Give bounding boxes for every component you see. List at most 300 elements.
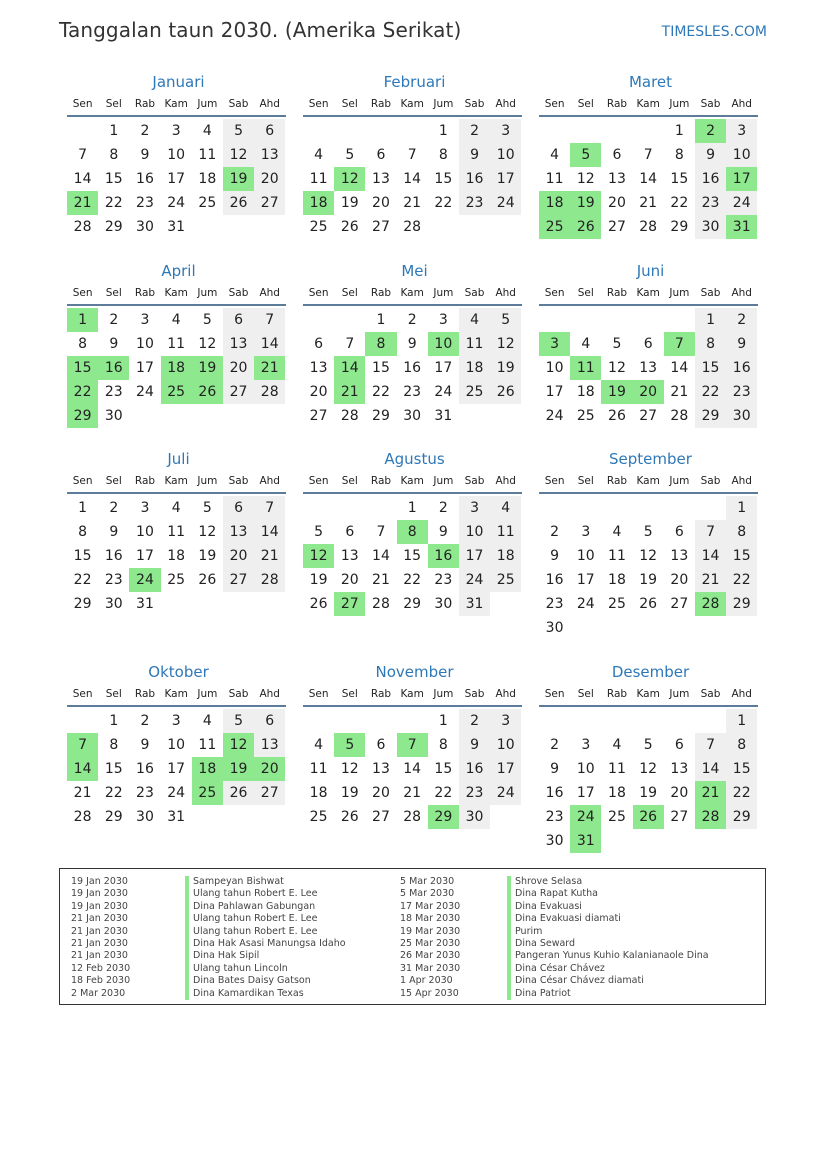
holiday-names-left	[185, 876, 346, 1000]
day-cell: 6	[376, 737, 386, 753]
day-cell: 22	[434, 785, 453, 801]
day-grid	[539, 494, 758, 640]
empty-day-cell	[192, 805, 223, 829]
day-cell: 11	[309, 171, 328, 187]
holiday-day-cell: 31	[570, 829, 601, 853]
weekend-day-cell: 3	[726, 119, 757, 143]
day-grid	[539, 707, 758, 853]
day-cell: 24	[167, 785, 186, 801]
weekend-day-cell: 10	[490, 143, 521, 167]
empty-day-cell	[695, 496, 726, 520]
month-calendar	[539, 449, 762, 640]
day-cell: 4	[314, 147, 324, 163]
day-cell: 19	[639, 785, 658, 801]
day-cell: 11	[309, 761, 328, 777]
weekday-label: Sel	[341, 98, 358, 110]
day-cell: 1	[78, 500, 88, 516]
holiday-name: Dina Patriot	[507, 988, 709, 1000]
empty-day-cell	[397, 709, 428, 733]
weekday-label: Rab	[370, 287, 392, 299]
day-cell: 17	[136, 548, 154, 564]
weekend-day-cell: 13	[254, 143, 285, 167]
day-grid	[67, 494, 286, 616]
day-cell: 13	[608, 171, 626, 187]
empty-day-cell	[664, 709, 695, 733]
day-cell: 21	[403, 195, 422, 211]
weekday-label: Jum	[197, 98, 218, 110]
holiday-day-cell: 21	[334, 380, 365, 404]
day-cell: 25	[608, 809, 626, 825]
day-cell: 14	[403, 171, 422, 187]
holiday-day-cell: 19	[192, 356, 223, 380]
empty-day-cell	[192, 592, 223, 616]
empty-day-cell	[695, 829, 726, 853]
empty-day-cell	[365, 496, 396, 520]
holiday-day-cell: 26	[192, 380, 223, 404]
day-cell: 22	[434, 195, 453, 211]
weekend-day-cell: 14	[695, 544, 726, 568]
month-calendar	[539, 662, 762, 853]
day-cell: 29	[372, 408, 390, 424]
empty-day-cell	[601, 496, 632, 520]
holiday-date: 5 Mar 2030	[400, 888, 455, 900]
weekday-label: Sel	[577, 688, 594, 700]
day-cell: 21	[403, 785, 422, 801]
brand-link[interactable]: TIMESLES.COM	[661, 24, 767, 40]
weekend-day-cell: 7	[254, 308, 285, 332]
weekday-label: Rab	[606, 475, 628, 487]
day-cell: 17	[545, 384, 564, 400]
month-name: Desember	[611, 663, 690, 681]
day-cell: 26	[639, 596, 658, 612]
weekday-label: Sab	[464, 98, 485, 110]
day-cell: 17	[167, 761, 186, 777]
weekend-day-cell: 16	[459, 757, 490, 781]
weekday-label: Sen	[72, 98, 93, 110]
weekday-header	[539, 473, 762, 490]
holiday-day-cell: 28	[695, 805, 726, 829]
holiday-day-cell: 18	[303, 191, 334, 215]
day-cell: 5	[202, 500, 212, 516]
weekend-day-cell: 23	[695, 191, 726, 215]
day-cell: 8	[674, 147, 684, 163]
weekend-day-cell: 24	[490, 191, 521, 215]
day-cell: 6	[643, 336, 653, 352]
holiday-dates-left	[71, 876, 130, 1000]
day-cell: 7	[407, 147, 417, 163]
weekend-day-cell: 5	[490, 308, 521, 332]
empty-day-cell	[303, 119, 334, 143]
empty-day-cell	[695, 616, 726, 640]
weekday-label: Kam	[400, 98, 424, 110]
holiday-day-cell: 24	[570, 805, 601, 829]
weekday-label: Kam	[636, 475, 660, 487]
weekend-day-cell: 12	[490, 332, 521, 356]
day-cell: 16	[545, 572, 564, 588]
day-cell: 5	[314, 524, 324, 540]
day-cell: 7	[643, 147, 653, 163]
holiday-date: 21 Jan 2030	[71, 950, 128, 962]
weekday-label: Sab	[700, 475, 721, 487]
weekday-label: Sen	[544, 475, 565, 487]
day-cell: 2	[550, 524, 560, 540]
day-cell: 4	[612, 737, 622, 753]
weekday-label: Kam	[400, 688, 424, 700]
weekday-label: Sen	[72, 287, 93, 299]
day-cell: 26	[340, 809, 359, 825]
day-grid	[303, 306, 522, 428]
holiday-day-cell: 21	[695, 781, 726, 805]
day-cell: 13	[340, 548, 359, 564]
weekend-day-cell: 1	[726, 496, 757, 520]
weekend-day-cell: 27	[254, 781, 285, 805]
day-cell: 14	[639, 171, 658, 187]
day-cell: 29	[104, 219, 123, 235]
weekday-label: Sen	[544, 287, 565, 299]
day-grid	[303, 707, 522, 829]
day-cell: 16	[136, 171, 154, 187]
weekend-day-cell: 10	[459, 520, 490, 544]
holiday-date: 18 Feb 2030	[71, 975, 131, 987]
empty-day-cell	[334, 308, 365, 332]
day-cell: 19	[198, 548, 217, 564]
day-cell: 7	[376, 524, 386, 540]
weekend-day-cell: 8	[695, 332, 726, 356]
page-title: Tanggalan taun 2030. (Amerika Serikat)	[59, 18, 462, 42]
holiday-date: 15 Apr 2030	[400, 987, 459, 999]
weekend-day-cell: 13	[223, 332, 254, 356]
holiday-date: 21 Jan 2030	[71, 937, 128, 949]
weekday-label: Sab	[228, 98, 249, 110]
day-cell: 25	[198, 195, 217, 211]
empty-day-cell	[254, 215, 285, 239]
empty-day-cell	[490, 404, 521, 428]
day-cell: 31	[136, 596, 154, 612]
day-cell: 2	[550, 737, 560, 753]
month-name: Agustus	[384, 450, 445, 468]
weekend-day-cell: 26	[490, 380, 521, 404]
empty-day-cell	[397, 119, 428, 143]
weekend-day-cell: 9	[459, 143, 490, 167]
day-cell: 11	[608, 761, 626, 777]
day-cell: 29	[670, 219, 689, 235]
weekend-day-cell: 6	[223, 308, 254, 332]
weekday-label: Kam	[164, 688, 188, 700]
day-cell: 27	[670, 809, 689, 825]
weekday-label: Sel	[577, 98, 594, 110]
empty-day-cell	[161, 404, 192, 428]
weekday-label: Kam	[636, 287, 660, 299]
holiday-date: 19 Jan 2030	[71, 888, 128, 900]
weekend-day-cell: 17	[490, 167, 521, 191]
day-cell: 5	[643, 524, 653, 540]
day-cell: 1	[109, 123, 119, 139]
day-cell: 6	[314, 336, 324, 352]
weekend-day-cell: 3	[490, 709, 521, 733]
day-cell: 9	[550, 548, 560, 564]
day-cell: 20	[372, 785, 390, 801]
day-cell: 7	[78, 147, 88, 163]
day-cell: 23	[545, 809, 564, 825]
weekday-header	[67, 686, 290, 703]
empty-day-cell	[334, 496, 365, 520]
weekend-day-cell: 14	[695, 757, 726, 781]
day-cell: 2	[438, 500, 448, 516]
weekend-day-cell: 4	[490, 496, 521, 520]
weekend-day-cell: 2	[726, 308, 757, 332]
day-cell: 5	[643, 737, 653, 753]
weekend-day-cell: 30	[695, 215, 726, 239]
day-cell: 3	[171, 713, 181, 729]
holiday-date: 19 Mar 2030	[400, 925, 461, 937]
weekend-day-cell: 6	[254, 119, 285, 143]
empty-day-cell	[726, 616, 757, 640]
empty-day-cell	[67, 709, 98, 733]
weekend-day-cell: 19	[490, 356, 521, 380]
month-name: Februari	[383, 73, 446, 91]
empty-day-cell	[570, 709, 601, 733]
weekend-day-cell: 30	[459, 805, 490, 829]
holiday-day-cell: 24	[129, 568, 160, 592]
day-cell: 15	[434, 761, 453, 777]
weekday-header	[67, 473, 290, 490]
day-cell: 25	[608, 596, 626, 612]
empty-day-cell	[161, 592, 192, 616]
day-cell: 6	[345, 524, 355, 540]
day-cell: 15	[372, 360, 390, 376]
weekday-label: Rab	[370, 98, 392, 110]
month-calendar	[303, 261, 526, 428]
day-cell: 16	[104, 548, 123, 564]
day-cell: 22	[372, 384, 390, 400]
holiday-day-cell: 22	[67, 380, 98, 404]
weekday-header	[303, 285, 526, 302]
day-cell: 27	[639, 408, 658, 424]
weekend-day-cell: 10	[726, 143, 757, 167]
day-cell: 24	[545, 408, 564, 424]
weekday-label: Rab	[606, 98, 628, 110]
day-cell: 18	[576, 384, 595, 400]
empty-day-cell	[254, 404, 285, 428]
month-calendar	[67, 261, 290, 428]
day-cell: 9	[140, 737, 150, 753]
holiday-names-right	[507, 876, 709, 1000]
holiday-day-cell: 3	[539, 332, 570, 356]
day-cell: 6	[376, 147, 386, 163]
day-cell: 27	[670, 596, 689, 612]
day-cell: 16	[136, 761, 154, 777]
empty-day-cell	[223, 404, 254, 428]
holiday-day-cell: 12	[303, 544, 334, 568]
holiday-date: 12 Feb 2030	[71, 962, 131, 974]
month-name: Oktober	[148, 663, 209, 681]
weekend-day-cell: 1	[695, 308, 726, 332]
empty-day-cell	[664, 496, 695, 520]
day-cell: 11	[198, 147, 217, 163]
day-cell: 21	[639, 195, 658, 211]
day-cell: 19	[309, 572, 328, 588]
day-cell: 4	[171, 312, 181, 328]
holiday-name: Ulang tahun Robert E. Lee	[185, 913, 346, 925]
month-name: Maret	[628, 73, 673, 91]
day-cell: 31	[434, 408, 453, 424]
day-cell: 13	[372, 171, 390, 187]
day-cell: 10	[167, 147, 186, 163]
empty-day-cell	[664, 308, 695, 332]
weekday-label: Jum	[669, 287, 690, 299]
holiday-day-cell: 16	[428, 544, 459, 568]
empty-day-cell	[601, 709, 632, 733]
day-cell: 11	[167, 336, 186, 352]
day-cell: 2	[109, 312, 119, 328]
holiday-day-cell: 26	[570, 215, 601, 239]
day-cell: 9	[438, 524, 448, 540]
holiday-day-cell: 8	[365, 332, 396, 356]
day-cell: 22	[670, 195, 689, 211]
holiday-date: 26 Mar 2030	[400, 950, 461, 962]
empty-day-cell	[129, 404, 160, 428]
weekday-header	[303, 96, 526, 113]
day-grid	[67, 707, 286, 829]
empty-day-cell	[539, 119, 570, 143]
weekend-day-cell: 15	[726, 757, 757, 781]
empty-day-cell	[695, 709, 726, 733]
weekend-day-cell: 21	[254, 544, 285, 568]
holiday-day-cell: 11	[570, 356, 601, 380]
weekday-label: Rab	[606, 688, 628, 700]
empty-day-cell	[490, 592, 521, 616]
day-cell: 30	[136, 809, 154, 825]
day-cell: 13	[670, 548, 689, 564]
holiday-day-cell: 25	[539, 215, 570, 239]
weekday-label: Sab	[700, 98, 721, 110]
day-cell: 28	[372, 596, 390, 612]
empty-day-cell	[223, 805, 254, 829]
weekday-label: Sel	[105, 688, 122, 700]
day-cell: 15	[104, 761, 123, 777]
weekday-label: Jum	[669, 98, 690, 110]
weekday-label: Rab	[370, 475, 392, 487]
weekend-day-cell: 31	[459, 592, 490, 616]
weekday-label: Sen	[308, 98, 329, 110]
day-cell: 12	[576, 171, 595, 187]
holiday-day-cell: 19	[223, 167, 254, 191]
day-cell: 4	[612, 524, 622, 540]
month-calendar	[303, 449, 526, 616]
day-cell: 11	[545, 171, 564, 187]
empty-day-cell	[633, 119, 664, 143]
weekend-day-cell: 13	[254, 733, 285, 757]
day-cell: 8	[438, 737, 448, 753]
holiday-day-cell: 27	[334, 592, 365, 616]
day-cell: 14	[372, 548, 390, 564]
weekday-label: Sel	[341, 287, 358, 299]
weekend-day-cell: 23	[459, 781, 490, 805]
weekday-label: Sab	[464, 475, 485, 487]
holiday-day-cell: 1	[67, 308, 98, 332]
month-calendar	[67, 72, 290, 239]
day-cell: 6	[674, 737, 684, 753]
day-grid	[303, 117, 522, 239]
weekday-label: Rab	[134, 688, 156, 700]
holiday-day-cell: 8	[397, 520, 428, 544]
day-cell: 15	[403, 548, 422, 564]
weekday-header	[539, 686, 762, 703]
day-cell: 8	[78, 336, 88, 352]
day-cell: 28	[73, 809, 92, 825]
weekend-day-cell: 28	[254, 568, 285, 592]
weekday-label: Ahd	[495, 475, 516, 487]
holiday-day-cell: 31	[726, 215, 757, 239]
holiday-name: Purim	[507, 926, 709, 938]
weekend-day-cell: 7	[695, 733, 726, 757]
day-cell: 16	[545, 785, 564, 801]
day-cell: 1	[109, 713, 119, 729]
holiday-day-cell: 28	[695, 592, 726, 616]
weekend-day-cell: 25	[490, 568, 521, 592]
holiday-date: 5 Mar 2030	[400, 876, 455, 887]
weekday-label: Sen	[72, 475, 93, 487]
weekday-label: Rab	[370, 688, 392, 700]
day-cell: 23	[104, 384, 123, 400]
day-cell: 18	[167, 548, 186, 564]
day-cell: 25	[167, 572, 186, 588]
holiday-name: Dina Kamardikan Texas	[185, 988, 346, 1000]
holiday-name: Ulang tahun Robert E. Lee	[185, 926, 346, 938]
day-cell: 6	[612, 147, 622, 163]
day-cell: 20	[340, 572, 359, 588]
day-cell: 9	[550, 761, 560, 777]
empty-day-cell	[633, 616, 664, 640]
holiday-date: 17 Mar 2030	[400, 900, 461, 912]
weekday-label: Sab	[464, 688, 485, 700]
day-cell: 10	[136, 336, 154, 352]
weekend-day-cell: 30	[726, 404, 757, 428]
month-calendar	[303, 662, 526, 829]
weekend-day-cell: 27	[223, 380, 254, 404]
day-cell: 1	[407, 500, 417, 516]
weekend-day-cell: 16	[459, 167, 490, 191]
day-cell: 4	[202, 713, 212, 729]
weekday-header	[303, 686, 526, 703]
day-grid	[539, 117, 758, 239]
weekend-day-cell: 21	[695, 568, 726, 592]
day-cell: 1	[376, 312, 386, 328]
month-calendar	[303, 72, 526, 239]
weekday-label: Kam	[636, 688, 660, 700]
weekday-label: Kam	[636, 98, 660, 110]
day-cell: 15	[73, 548, 92, 564]
day-cell: 27	[372, 809, 390, 825]
empty-day-cell	[633, 709, 664, 733]
day-cell: 17	[576, 572, 595, 588]
day-cell: 8	[109, 147, 119, 163]
empty-day-cell	[539, 308, 570, 332]
empty-day-cell	[601, 829, 632, 853]
holiday-name: Dina César Chávez	[507, 963, 709, 975]
day-cell: 28	[340, 408, 359, 424]
empty-day-cell	[633, 496, 664, 520]
empty-day-cell	[539, 496, 570, 520]
weekday-label: Jum	[197, 475, 218, 487]
weekday-label: Sel	[105, 98, 122, 110]
day-cell: 13	[309, 360, 328, 376]
holiday-name: Dina César Chávez diamati	[507, 975, 709, 987]
day-cell: 30	[403, 408, 422, 424]
day-cell: 21	[73, 785, 92, 801]
day-cell: 30	[545, 620, 564, 636]
day-cell: 14	[73, 171, 92, 187]
